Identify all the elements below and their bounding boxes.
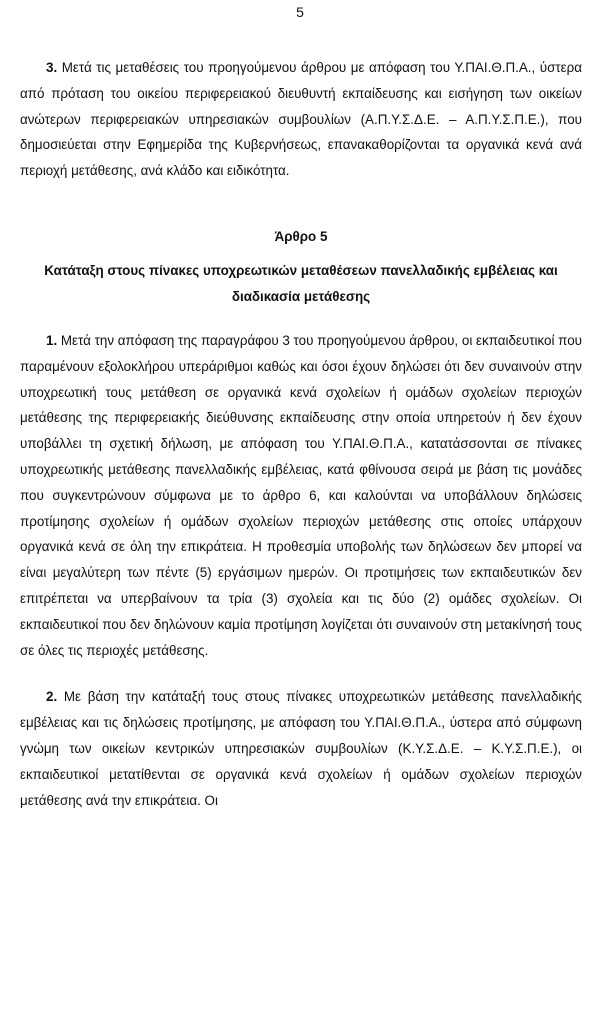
spacer [20, 663, 582, 684]
paragraph-3 [20, 55, 582, 184]
paragraph-text: Μετά τις μεταθέσεις του προηγούμενου άρθρου με απόφαση του Υ.ΠΑΙ.Θ.Π.Α., ύστερα από πρόταση του οικείου περιφερειακού διευθυντή εκπαίδευσης και εισήγηση των οικείων ανώτερων περιφερειακών υπηρεσιακών συμβουλίων (Α.Π.Υ.Σ.Δ.Ε. – Α.Π.Υ.Σ.Π.Ε.), που δημοσιεύεται στην Εφημερίδα της Κυβερνήσεως, επανακαθορίζονται τα οργανικά κενά ανά περιοχή μετάθεσης, ανά κλάδο και ειδικότητα. [20, 60, 582, 179]
paragraph-number: 3. [46, 60, 58, 75]
paragraph-number: 2. [46, 689, 58, 705]
paragraph-2 [20, 684, 582, 813]
paragraph-text: Με βάση την κατάταξή τους στους πίνακες υποχρεωτικών μετάθεσης πανελλαδικής εμβέλειας και τις δηλώσεις προτίμησης, με απόφαση του Υ.ΠΑΙ.Θ.Π.Α., ύστερα από σύμφωνη γνώμη των οικείων κεντρικών υπηρεσιακών συμβουλίων (Κ.Υ.Σ.Δ.Ε. – Κ.Υ.Σ.Π.Ε.), οι εκπαιδευτικοί μετατίθενται σε οργανικά κενά σχολείων ή ομάδων σχολείων περιοχών μετάθεσης ανά την επικράτεια. Οι [20, 689, 582, 808]
paragraph-1 [20, 328, 582, 663]
article-number: Άρθρο 5 [274, 228, 328, 244]
paragraph-number: 1. [46, 332, 58, 348]
article-title: Κατάταξη στους πίνακες υποχρεωτικών μεταθέσεων πανελλαδικής εμβέλειας και διαδικασία μετάθεσης [44, 262, 558, 304]
spacer [20, 310, 582, 328]
paragraph-text: Μετά την απόφαση της παραγράφου 3 του προηγούμενου άρθρου, οι εκπαιδευτικοί που παραμένουν εξολοκλήρου υπεράριθμοι καθώς και όσοι έχουν δηλώσει ότι δεν συναινούν στην υποχρεωτική τους μετάθεση σε οργανικά κενά σχολείων ή ομάδων σχολείων περιοχών μετάθεσης της περιφερειακής διεύθυνσης εκπαίδευσης στην οποία υπηρετούν ή δεν έχουν υποβάλλει τη σχετική δήλωση, με απόφαση του Υ.ΠΑΙ.Θ.Π.Α., κατατάσσονται σε πίνακες υποχρεωτικής μετάθεσης πανελλαδικής εμβέλειας, κατά φθίνουσα σειρά με βάση τις μονάδες που συγκεντρώνουν σύμφωνα με το άρθρο 6, και καλούνται να υποβάλλουν δηλώσεις προτίμησης σχολείων ή ομάδων σχολείων περιοχών μετάθεσης στις οποίες υπάρχουν οργανικά κενά σε όλη την επικράτεια. Η προθεσμία υποβολής των δηλώσεων δεν μπορεί να είναι μεγαλύτερη των πέντε (5) εργάσιμων ημερών. Οι προτιμήσεις των εκπαιδευτικών δεν επιτρέπεται να υπερβαίνουν τα τρία (3) σχολεία και τις δύο (2) ομάδες σχολείων. Οι εκπαιδευτικοί που δεν δηλώνουν καμία προτίμηση λογίζεται ότι συναινούν στη μετακίνησή τους σε όλες τις περιοχές μετάθεσης. [20, 332, 582, 658]
document-body [20, 55, 582, 813]
page-number: 5 [296, 4, 304, 20]
